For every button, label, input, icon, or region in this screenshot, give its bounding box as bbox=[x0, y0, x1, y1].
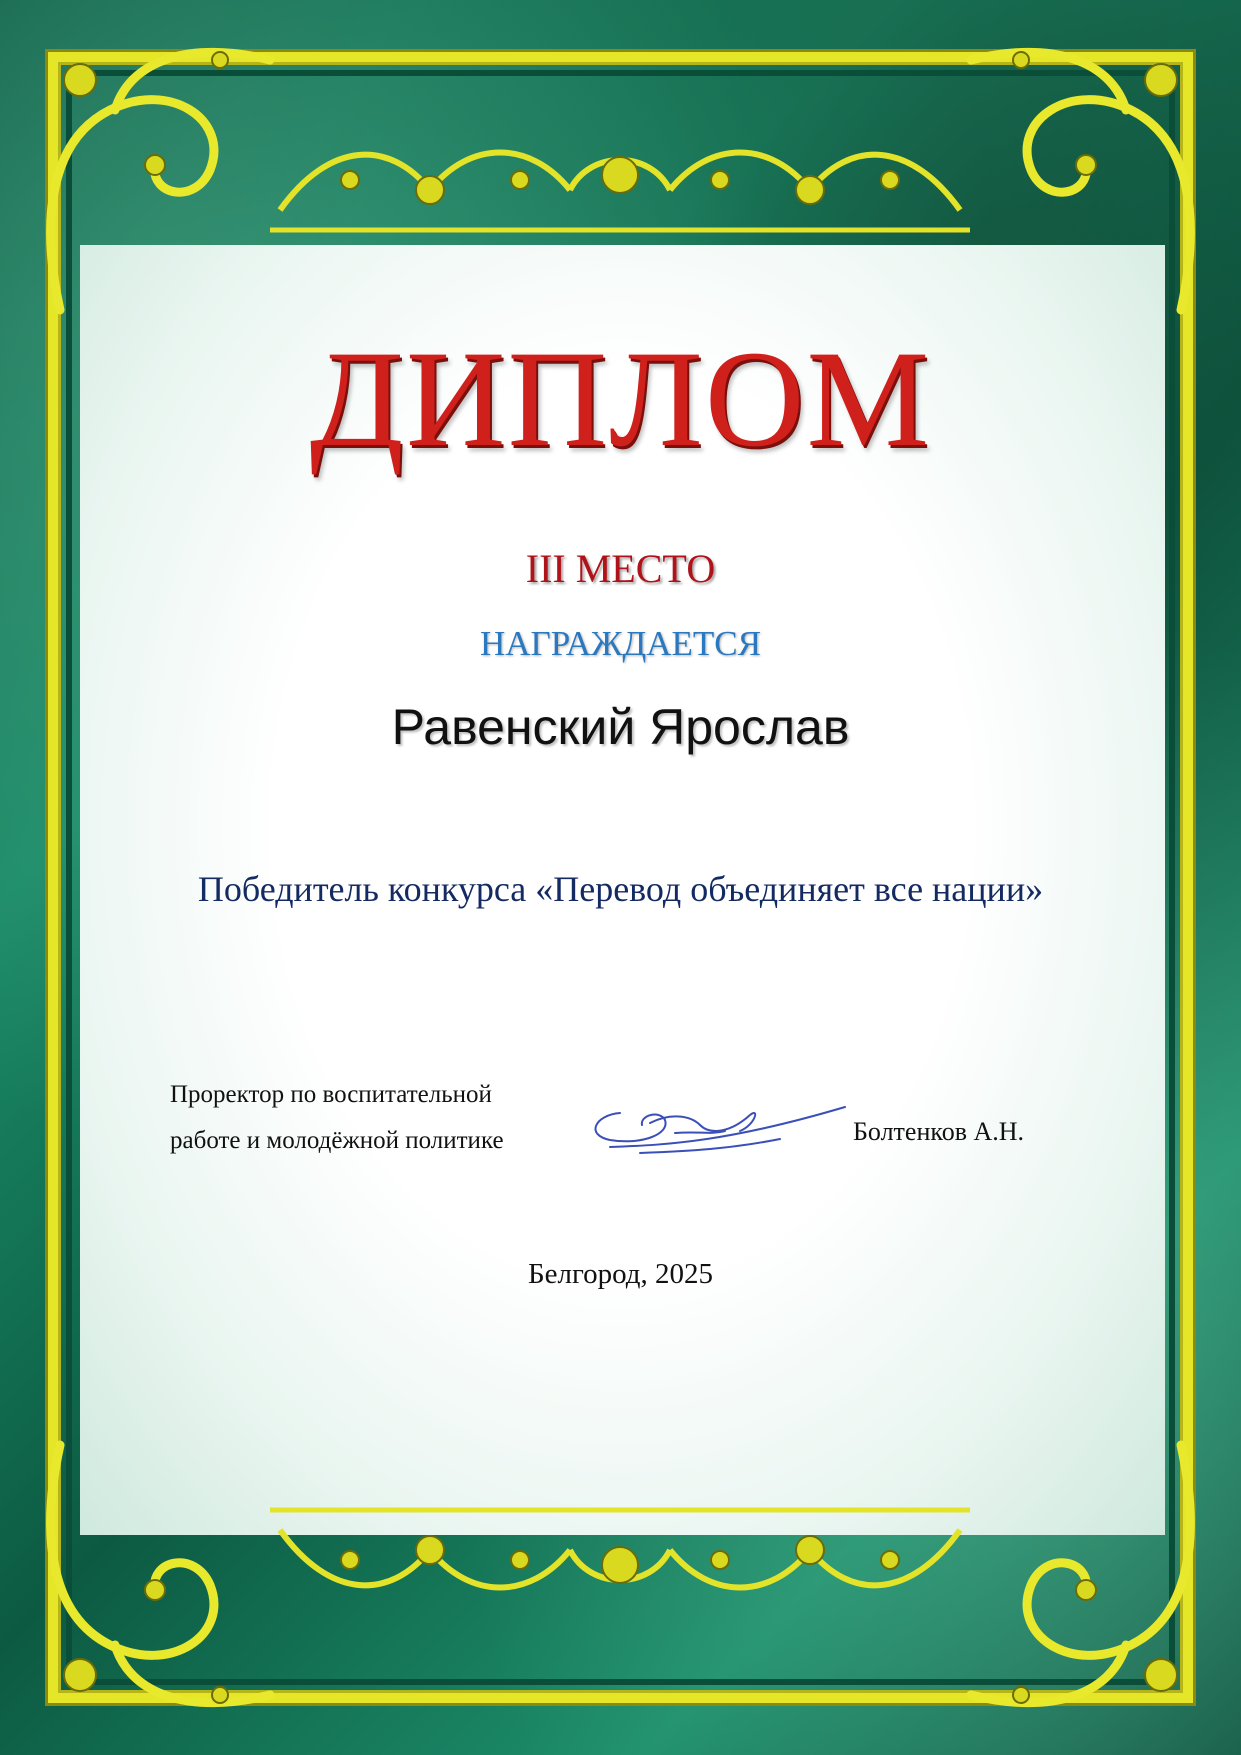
top-ornament bbox=[270, 120, 970, 240]
corner-ornament-bottom-right bbox=[961, 1435, 1221, 1735]
corner-ornament-top-right bbox=[961, 20, 1221, 320]
awarded-label: НАГРАЖДАЕТСЯ bbox=[479, 624, 761, 663]
bottom-ornament bbox=[270, 1500, 970, 1620]
diploma-title: ДИПЛОМ bbox=[309, 322, 932, 475]
place-and-date: Белгород, 2025 bbox=[527, 1258, 714, 1290]
corner-ornament-bottom-left bbox=[20, 1435, 280, 1735]
signer-title-line-2: работе и молодёжной политике bbox=[170, 1127, 504, 1154]
signer-title bbox=[170, 1072, 590, 1164]
corner-ornament-top-left bbox=[20, 20, 280, 320]
place-label: III МЕСТО bbox=[525, 546, 716, 591]
signer-title-line-1: Проректор по воспитательной bbox=[170, 1081, 492, 1108]
signer-name: Болтенков А.Н. bbox=[853, 1117, 1025, 1146]
signature bbox=[580, 1095, 855, 1165]
recipient-name: Равенский Ярослав bbox=[391, 699, 850, 755]
award-description: Победитель конкурса «Перевод объединяет все нации» bbox=[197, 869, 1044, 909]
